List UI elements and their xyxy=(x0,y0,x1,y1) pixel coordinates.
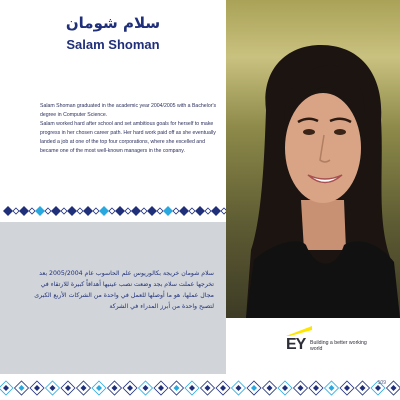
bio-arabic: سلام شومان خريجة بكالوريوس علم الحاسوب عام 2005/2004 بعد تخرجها عملت سلام بجد وضعت نصب عينيها أهدافاً كبيرة للارتقاء في مجال عملها، هو ما أوصلها للعمل في واحدة من الشركات الأربع الكبرى لتصبح واحدة من أبرز المدراء في الشركة xyxy=(34,270,214,310)
pattern-diamond xyxy=(313,385,319,391)
name-arabic: سلام شومان xyxy=(65,14,161,32)
pattern-diamond xyxy=(157,208,163,214)
pattern-diamond xyxy=(189,385,195,391)
bio-english-paragraph: Salam worked hard after school and set ambitious goals for herself to make progress in her chosen career path. Her hard work paid off as she eventually landed a job at one of the top four corporations, where she excelled and became one of the most well-known managers in the company. xyxy=(40,121,216,154)
pattern-diamond xyxy=(298,385,304,391)
pattern-diamond xyxy=(179,206,189,216)
pattern-diamond xyxy=(34,385,40,391)
diamond-pattern-strip xyxy=(0,200,226,222)
pattern-diamond xyxy=(83,206,93,216)
bio-english-paragraph: Salam Shoman graduated in the academic year 2004/2005 with a Bachelor's degree in Computer Science. xyxy=(40,103,217,118)
pattern-diamond xyxy=(99,206,109,216)
pattern-diamond xyxy=(360,385,366,391)
pattern-diamond xyxy=(141,208,147,214)
pattern-diamond xyxy=(329,385,335,391)
pattern-diamond xyxy=(125,208,131,214)
pattern-diamond xyxy=(77,208,83,214)
pattern-diamond xyxy=(251,385,257,391)
pattern-diamond xyxy=(51,206,61,216)
pattern-diamond xyxy=(344,385,350,391)
name-english: Salam Shoman xyxy=(66,37,160,52)
logo-panel xyxy=(226,318,400,374)
pattern-diamond xyxy=(93,208,99,214)
profile-header-panel xyxy=(0,0,226,200)
bottom-diamond-graphic xyxy=(0,374,400,400)
diamond-pattern-graphic xyxy=(0,200,226,222)
pattern-diamond xyxy=(282,385,288,391)
bottom-diamond-pattern xyxy=(0,374,400,400)
pattern-diamond xyxy=(211,206,221,216)
pattern-diamond xyxy=(267,385,273,391)
pattern-diamond xyxy=(19,385,25,391)
pattern-diamond xyxy=(3,385,9,391)
pattern-diamond xyxy=(173,208,179,214)
pattern-diamond xyxy=(109,208,115,214)
pattern-diamond xyxy=(19,206,29,216)
pattern-diamond xyxy=(3,206,13,216)
portrait-illustration xyxy=(226,0,400,318)
pattern-diamond xyxy=(143,385,149,391)
pattern-diamond xyxy=(205,208,211,214)
ey-logo-text: EY xyxy=(286,336,306,353)
pattern-diamond xyxy=(29,208,35,214)
pattern-diamond xyxy=(163,206,173,216)
pattern-diamond xyxy=(61,208,67,214)
pattern-diamond xyxy=(189,208,195,214)
pattern-diamond xyxy=(127,385,133,391)
pattern-diamond xyxy=(81,385,87,391)
pattern-diamond xyxy=(13,208,19,214)
pattern-diamond xyxy=(195,206,205,216)
pattern-diamond xyxy=(391,385,397,391)
page-number: 109 xyxy=(377,380,386,386)
arabic-bio-panel xyxy=(0,222,226,374)
pattern-diamond xyxy=(205,385,211,391)
pattern-diamond xyxy=(147,206,157,216)
pattern-diamond xyxy=(50,385,56,391)
pattern-diamond xyxy=(174,385,180,391)
pattern-diamond xyxy=(158,385,164,391)
ey-tagline: Building a better working world xyxy=(310,340,367,352)
pattern-diamond xyxy=(35,206,45,216)
pattern-diamond xyxy=(131,206,141,216)
pattern-diamond xyxy=(236,385,242,391)
pattern-diamond xyxy=(45,208,51,214)
pattern-diamond xyxy=(115,206,125,216)
pattern-diamond xyxy=(220,385,226,391)
bio-english xyxy=(40,102,218,156)
pattern-diamond xyxy=(112,385,118,391)
pattern-diamond xyxy=(96,385,102,391)
portrait-photo xyxy=(226,0,400,318)
pattern-diamond xyxy=(65,385,71,391)
pattern-diamond xyxy=(67,206,77,216)
ey-beam-icon xyxy=(286,326,312,336)
